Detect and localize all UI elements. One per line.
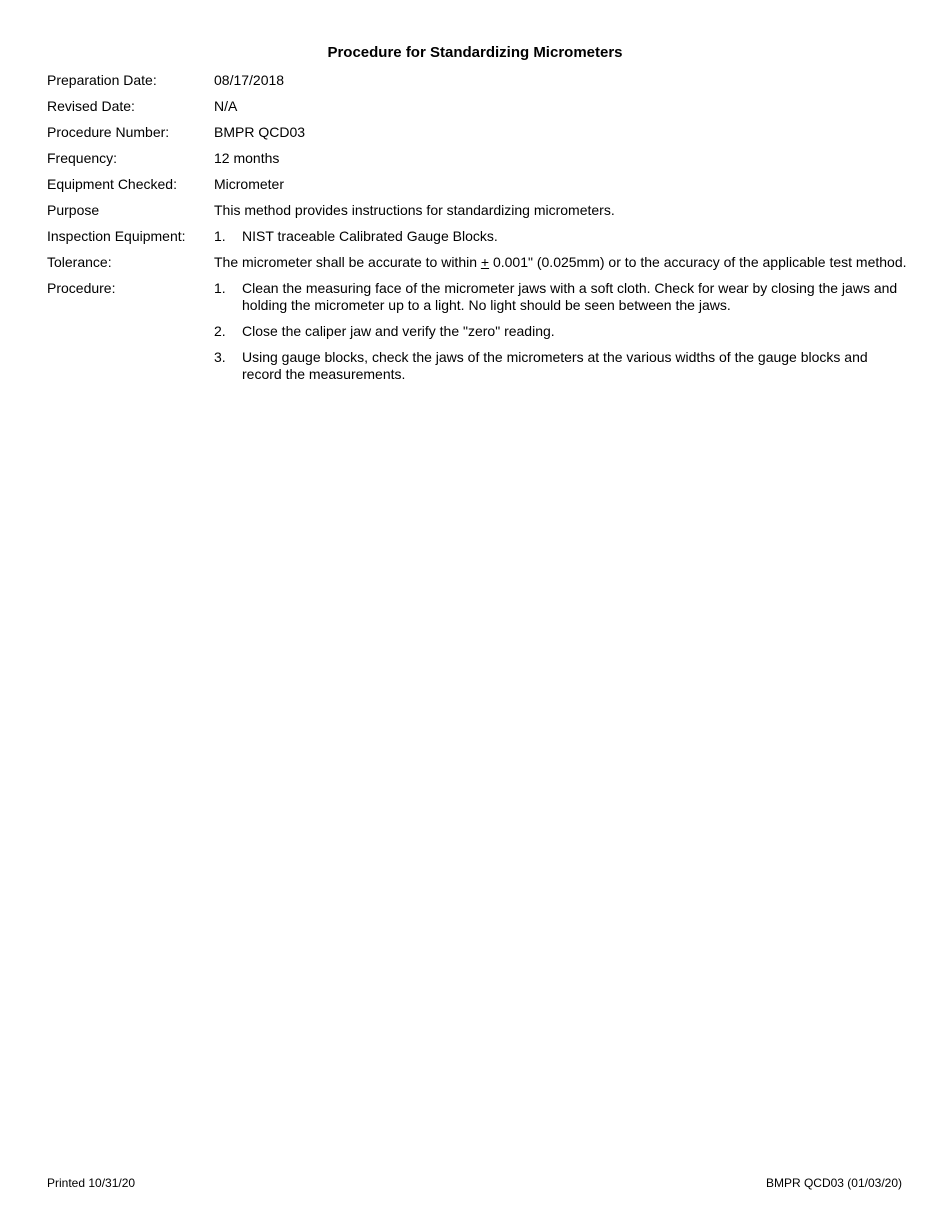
preparation-date-value: 08/17/2018 xyxy=(214,72,285,88)
frequency-label: Frequency: xyxy=(47,150,118,166)
inspection-equipment-label: Inspection Equipment: xyxy=(47,228,186,244)
purpose-label: Purpose xyxy=(47,202,100,218)
step-text: Close the caliper jaw and verify the "zero" reading. xyxy=(242,323,555,339)
tolerance-label: Tolerance: xyxy=(47,254,112,270)
footer-document-code: BMPR QCD03 (01/03/20) xyxy=(765,1176,902,1190)
inspection-equipment-list xyxy=(214,228,907,245)
procedure-step xyxy=(214,349,907,383)
step-number: 2. xyxy=(214,323,226,339)
tolerance-text-after: 0.001" (0.025mm) or to the accuracy of the applicable test method. xyxy=(489,254,907,270)
step-number: 1. xyxy=(214,280,226,296)
procedure-number-label: Procedure Number: xyxy=(47,124,170,140)
revised-date-value: N/A xyxy=(214,98,238,114)
frequency-value: 12 months xyxy=(214,150,280,166)
tolerance-text-before: The micrometer shall be accurate to within xyxy=(214,254,481,270)
equipment-checked-value: Micrometer xyxy=(214,176,285,192)
document-title: Procedure for Standardizing Micrometers xyxy=(327,44,623,61)
procedure-step xyxy=(214,323,907,340)
purpose-row xyxy=(47,202,907,219)
preparation-date-row xyxy=(47,72,907,89)
plus-minus-symbol: + xyxy=(480,254,490,270)
inspection-equipment-item xyxy=(214,228,907,245)
footer-printed-date: Printed 10/31/20 xyxy=(47,1176,136,1190)
tolerance-row xyxy=(47,254,907,271)
step-text: Using gauge blocks, check the jaws of the micrometers at the various widths of the gauge blocks and record the measurements. xyxy=(242,349,868,382)
equipment-checked-label: Equipment Checked: xyxy=(47,176,177,192)
equipment-checked-row xyxy=(47,176,907,193)
revised-date-label: Revised Date: xyxy=(47,98,135,114)
step-text: Clean the measuring face of the micrometer jaws with a soft cloth. Check for wear by closing the jaws and holding the micrometer up to a light. No light should be seen between the jaws. xyxy=(242,280,898,313)
step-number: 3. xyxy=(214,349,226,365)
revised-date-row xyxy=(47,98,907,115)
item-number: 1. xyxy=(214,228,226,244)
tolerance-value xyxy=(214,254,907,271)
procedure-steps xyxy=(214,280,907,383)
procedure-fields xyxy=(47,72,907,392)
preparation-date-label: Preparation Date: xyxy=(47,72,157,88)
item-text: NIST traceable Calibrated Gauge Blocks. xyxy=(242,228,498,244)
procedure-label: Procedure: xyxy=(47,280,116,296)
purpose-value: This method provides instructions for standardizing micrometers. xyxy=(214,202,615,218)
procedure-row xyxy=(47,280,907,383)
frequency-row xyxy=(47,150,907,167)
procedure-number-value: BMPR QCD03 xyxy=(214,124,306,140)
procedure-number-row xyxy=(47,124,907,141)
procedure-step xyxy=(214,280,907,314)
inspection-equipment-row xyxy=(47,228,907,245)
